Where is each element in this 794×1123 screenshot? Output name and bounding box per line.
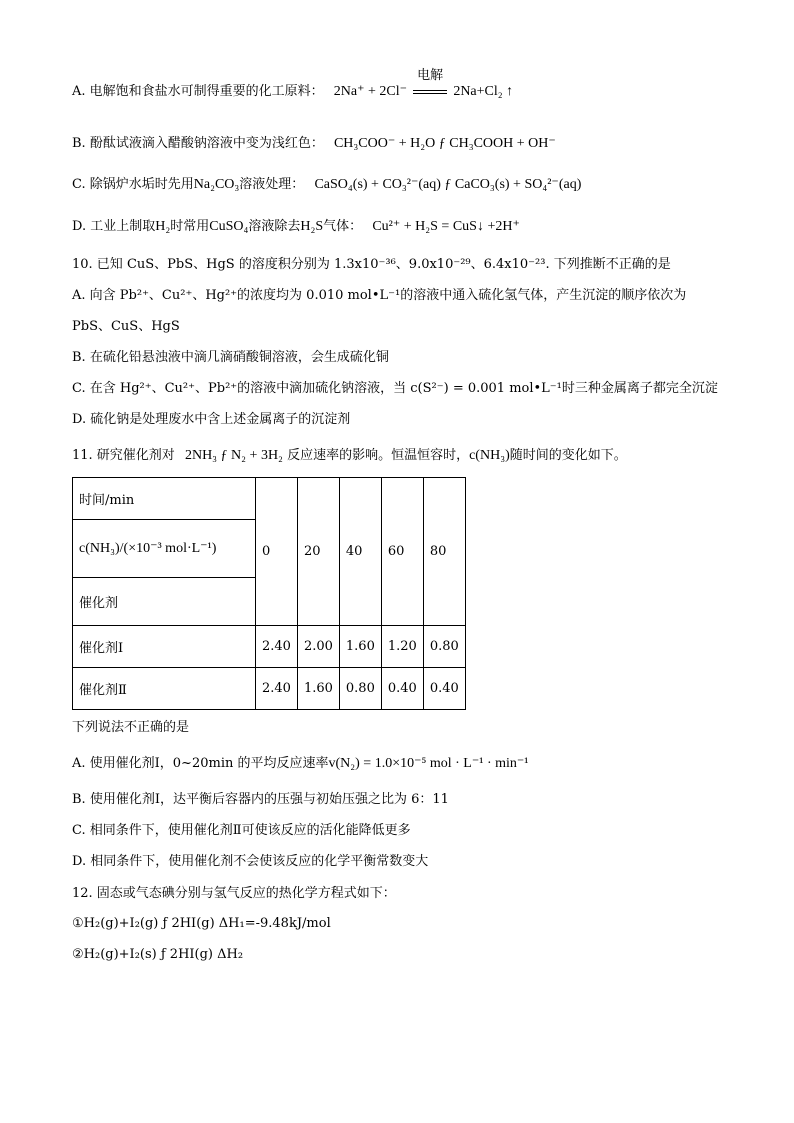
q11-reaction: 2NH₃ ƒ N₂ + 3H₂ [184, 448, 283, 463]
q10-option-c: C. 在含 Hg²⁺、Cu²⁺、Pb²⁺的溶液中滴加硫化钠溶液，当 c(S²⁻) = 0.001 mol•L⁻¹时三种金属离子都完全沉淀 [72, 381, 718, 396]
row-label-catalyst-1: 催化剂Ⅰ [73, 626, 256, 668]
table-cell: 0.80 [423, 626, 465, 668]
option-b [72, 135, 556, 153]
time-cell-0: 0 [256, 478, 298, 626]
option-a-text: A. 电解饱和食盐水可制得重要的化工原料： [72, 84, 324, 99]
time-cell-80: 80 [423, 478, 465, 626]
row-label-catalyst-2: 催化剂Ⅱ [73, 668, 256, 710]
header-catalyst: 催化剂 [73, 578, 256, 626]
option-d-text4: 气体： [323, 219, 363, 234]
electrolysis-arrow [411, 68, 449, 101]
option-d-text: D. 工业上制取 [72, 219, 156, 234]
option-a-equation-right: 2Na+Cl₂ ↑ [453, 84, 514, 99]
q10-option-d: D. 硫化钠是处理废水中含上述金属离子的沉淀剂 [72, 412, 351, 427]
q11-option-b: B. 使用催化剂Ⅰ，达平衡后容器内的压强与初始压强之比为 6：11 [72, 792, 449, 807]
option-c-equation: CaSO₄(s) + CO₃²⁻(aq) ƒ CaCO₃(s) + SO₄²⁻(aq) [314, 177, 582, 192]
q11-prompt: 下列说法不正确的是 [72, 720, 190, 735]
q11-stem-a: 11. 研究催化剂对 [72, 448, 175, 463]
q12-equation-2: ②H₂(g)+I₂(s) ƒ 2HI(g) ΔH₂ [72, 947, 244, 962]
table-cell: 0.40 [423, 668, 465, 710]
option-a-equation-left: 2Na⁺ + 2Cl⁻ [333, 84, 408, 99]
header-concentration: c(NH₃)/(×10⁻³ mol·L⁻¹) [73, 520, 256, 578]
table-cell: 2.40 [256, 668, 298, 710]
option-a [72, 68, 514, 101]
option-d-h2: H₂ [155, 219, 171, 234]
option-b-text: B. 酚酞试液滴入醋酸钠溶液中变为浅红色： [72, 136, 324, 151]
q10-option-a-line1: A. 向含 Pb²⁺、Cu²⁺、Hg²⁺的浓度均为 0.010 mol•L⁻¹的溶液中通入硫化氢气体，产生沉淀的顺序依次为 [72, 288, 687, 303]
q10-option-b: B. 在硫化铅悬浊液中滴几滴硝酸铜溶液，会生成硫化铜 [72, 350, 389, 365]
option-d-text3: 溶液除去 [248, 219, 301, 234]
option-d-cuso4: CuSO₄ [209, 219, 249, 234]
option-c [72, 176, 581, 194]
table-cell: 2.40 [256, 626, 298, 668]
q11-option-c: C. 相同条件下，使用催化剂Ⅱ可使该反应的活化能降低更多 [72, 823, 411, 838]
q11-option-a-equation: v(N₂) = 1.0×10⁻⁵ mol · L⁻¹ · min⁻¹ [328, 756, 529, 771]
q11-option-d: D. 相同条件下，使用催化剂不会使该反应的化学平衡常数变大 [72, 854, 429, 869]
table-row [73, 626, 466, 668]
option-d-text2: 时常用 [170, 219, 210, 234]
option-d-equation: Cu²⁺ + H₂S = CuS↓ +2H⁺ [372, 219, 520, 234]
option-c-text2: 溶液处理： [239, 177, 305, 192]
q11-conc: c(NH₃) [469, 448, 510, 463]
table-cell: 1.60 [297, 668, 339, 710]
table-cell: 2.00 [297, 626, 339, 668]
option-c-text: C. 除锅炉水垢时先用 [72, 177, 194, 192]
option-d [72, 218, 520, 236]
time-cell-60: 60 [381, 478, 423, 626]
time-cell-20: 20 [297, 478, 339, 626]
table-row [73, 668, 466, 710]
time-cell-40: 40 [339, 478, 381, 626]
q11-data-table [72, 477, 466, 710]
q10-option-a-line2: PbS、CuS、HgS [72, 319, 180, 334]
q11-option-a-text: A. 使用催化剂Ⅰ，0~20min 的平均反应速率 [72, 756, 329, 771]
q11-option-a [72, 755, 528, 773]
header-time: 时间/min [73, 478, 256, 520]
q11-stem-c: 随时间的变化如下。 [509, 448, 627, 463]
table-cell: 0.80 [339, 668, 381, 710]
q12-equation-1: ①H₂(g)+I₂(g) ƒ 2HI(g) ΔH₁=-9.48kJ/mol [72, 916, 331, 931]
q10-stem: 10. 已知 CuS、PbS、HgS 的溶度积分别为 1.3x10⁻³⁶、9.0x10⁻²⁹、6.4x10⁻²³. 下列推断不正确的是 [72, 257, 671, 272]
table-cell: 0.40 [381, 668, 423, 710]
option-b-equation: CH₃COO⁻ + H₂O ƒ CH₃COOH + OH⁻ [333, 136, 556, 151]
electrolysis-label: 电解 [417, 68, 444, 83]
option-c-reagent: Na₂CO₃ [193, 177, 240, 192]
table-cell: 1.60 [339, 626, 381, 668]
q11-stem [72, 447, 627, 465]
equals-arrow-icon [413, 90, 447, 94]
q12-stem: 12. 固态或气态碘分别与氢气反应的热化学方程式如下： [72, 886, 396, 901]
option-d-h2s: H₂S [300, 219, 324, 234]
q11-stem-b: 反应速率的影响。恒温恒容时， [287, 448, 470, 463]
table-cell: 1.20 [381, 626, 423, 668]
